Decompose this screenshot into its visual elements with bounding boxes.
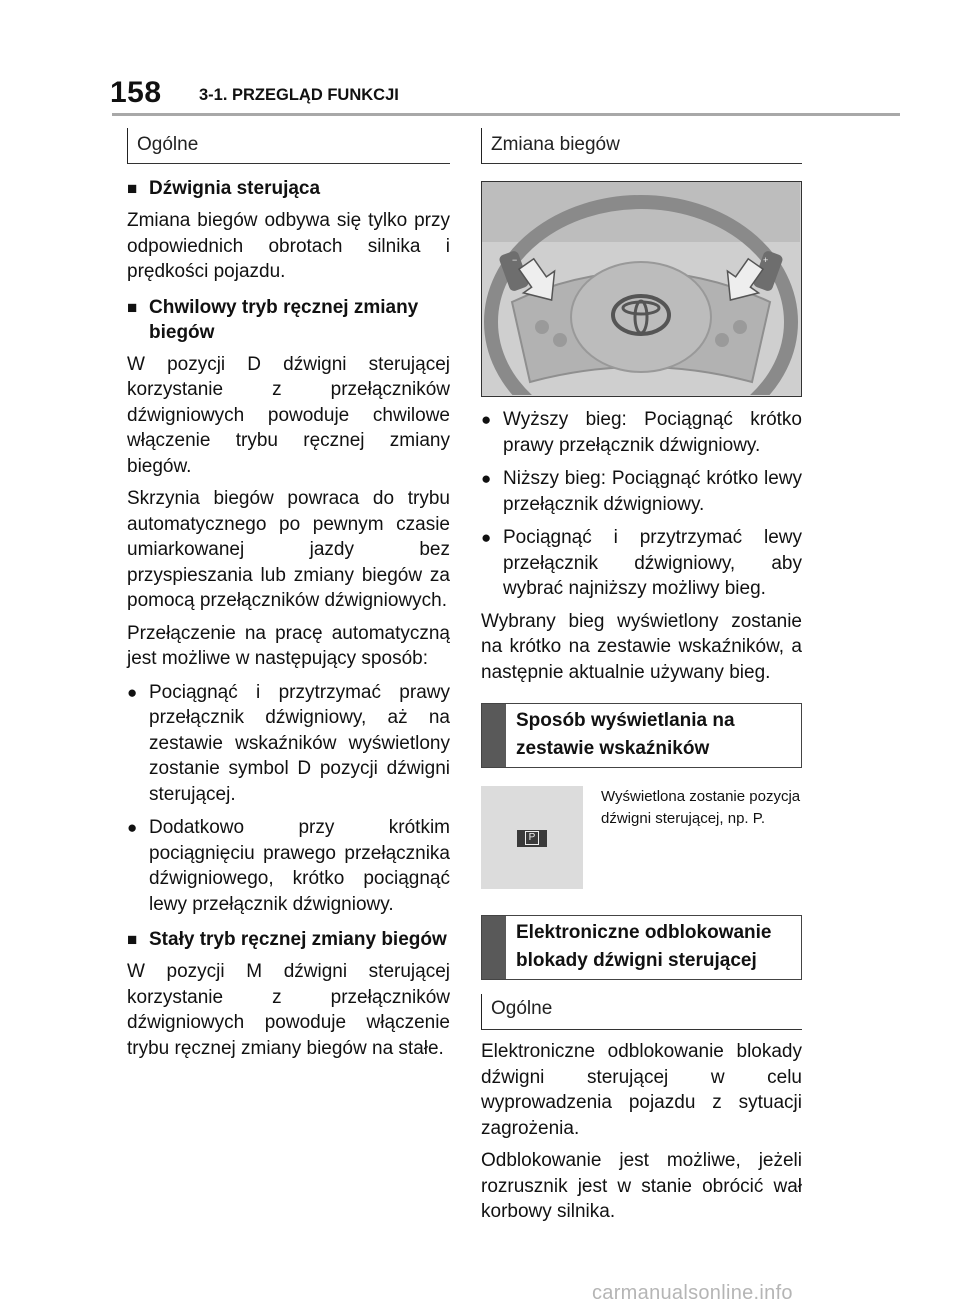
left-column	[127, 128, 450, 1061]
paragraph: Skrzynia biegów powraca do trybu automatycznego po pewnym czasie umiarkowanej jazdy bez przyspieszania lub zmiany biegów za pomocą przełączników dźwigniowych.	[127, 488, 450, 611]
gear-indicator-symbol: P	[525, 831, 539, 845]
section-title: 3-1. PRZEGLĄD FUNKCJI	[199, 86, 399, 104]
paragraph: W pozycji M dźwigni sterującej korzystanie z przełączników dźwigniowych powoduje włączenie trybu ręcznej zmiany biegów na stałe.	[127, 961, 450, 1059]
round-bullet-icon: ●	[481, 469, 492, 488]
round-bullet-icon: ●	[481, 410, 492, 429]
steering-wheel-illustration	[482, 182, 800, 395]
subheading-general: Ogólne	[127, 128, 450, 164]
list-item: ● Niższy bieg: Pociągnąć krótko lewy przełącznik dźwigniowy.	[481, 468, 802, 515]
cluster-display-image	[481, 786, 583, 889]
subheading-gear-change: Zmiana biegów	[481, 128, 802, 164]
square-bullet-icon: ■	[127, 930, 138, 949]
gear-indicator-icon	[517, 830, 547, 847]
heading-permanent-manual: ■ Stały tryb ręcznej zmiany biegów	[127, 929, 447, 950]
paragraph: Przełączenie na pracę automatyczną jest możliwe w następujący sposób:	[127, 622, 450, 669]
square-bullet-icon: ■	[127, 297, 138, 317]
right-column	[481, 128, 802, 1225]
square-bullet-icon: ■	[127, 179, 138, 198]
list-item: ● Pociągnąć i przytrzymać prawy przełącznik dźwigniowy, aż na zestawie wskaźników wyświetlony zostanie symbol D pozycji dźwigni sterującej.	[127, 681, 450, 805]
page-number: 158	[110, 76, 162, 109]
svg-text:−: −	[512, 255, 518, 265]
display-example	[481, 786, 802, 889]
round-bullet-icon: ●	[127, 818, 138, 837]
paragraph: Zmiana biegów odbywa się tylko przy odpowiednich obrotach silnika i prędkości pojazdu.	[127, 210, 450, 282]
box-label: Elektroniczne odblokowanie blokady dźwigni sterującej	[516, 922, 772, 971]
heading-temporary-manual: ■ Chwilowy tryb ręcznej zmiany biegów	[127, 296, 419, 343]
round-bullet-icon: ●	[481, 528, 492, 547]
display-caption: Wyświetlona zostanie pozycja dźwigni sterującej, np. P.	[601, 788, 801, 827]
paragraph: Wybrany bieg wyświetlony zostanie na krótko na zestawie wskaźników, a następnie aktualnie używany bieg.	[481, 610, 802, 683]
heading-shift-lever: ■ Dźwignia sterująca	[127, 178, 321, 199]
section-box-unlock	[481, 915, 802, 980]
paragraph: Elektroniczne odblokowanie blokady dźwigni sterującej w celu wyprowadzenia pojazdu z sytuacji zagrożenia.	[481, 1041, 802, 1139]
box-bar	[482, 704, 506, 767]
paragraph: W pozycji D dźwigni sterującej korzystanie z przełączników dźwigniowych powoduje chwilowe włączenie trybu ręcznej zmiany biegów.	[127, 353, 450, 477]
box-bar	[482, 916, 506, 979]
svg-text:+: +	[763, 255, 769, 265]
watermark: carmanualsonline.info	[592, 1282, 793, 1304]
steering-wheel-photo	[481, 181, 802, 397]
paragraph: Odblokowanie jest możliwe, jeżeli rozrusznik jest w stanie obrócić wał korbowy silnika.	[481, 1150, 802, 1222]
round-bullet-icon: ●	[127, 682, 138, 702]
subheading-general: Ogólne	[481, 994, 802, 1030]
section-box-display	[481, 703, 802, 768]
list-item: ● Dodatkowo przy krótkim pociągnięciu prawego przełącznika dźwigniowego, krótko pociągnąć lewy przełącznik dźwigniowy.	[127, 817, 450, 915]
list-item: ● Wyższy bieg: Pociągnąć krótko prawy przełącznik dźwigniowy.	[481, 409, 802, 456]
list-item: ● Pociągnąć i przytrzymać lewy przełącznik dźwigniowy, aby wybrać najniższy możliwy bieg.	[481, 527, 802, 599]
header-divider	[112, 113, 900, 116]
box-label: Sposób wyświetlania na zestawie wskaźników	[516, 710, 735, 759]
